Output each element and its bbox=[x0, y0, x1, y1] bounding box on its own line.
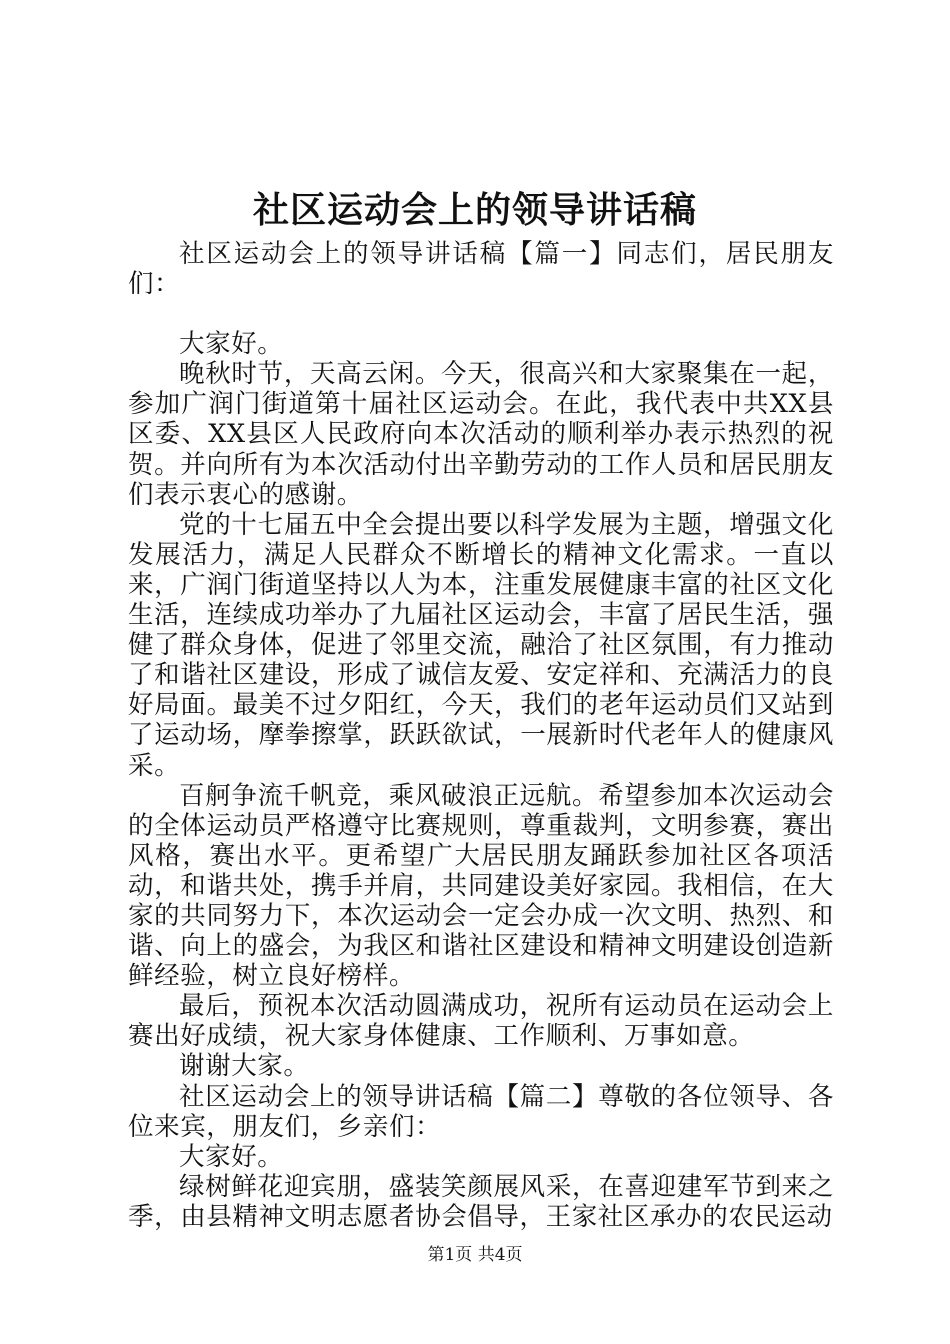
page-number: 第1页 共4页 bbox=[427, 1245, 523, 1265]
paragraph-opening: 晚秋时节，天高云闲。今天，很高兴和大家聚集在一起，参加广润门街道第十届社区运动会。在此，我代表中共XX县区委、XX县区人民政府向本次活动的顺利举办表示热烈的祝贺。并向所有为本次活动付出辛勤劳动的工作人员和居民朋友们表示衷心的感谢。 bbox=[128, 359, 834, 510]
paragraph-greeting-1: 大家好。 bbox=[179, 329, 284, 360]
document-body bbox=[128, 239, 834, 1232]
paragraph-intro-1: 社区运动会上的领导讲话稿【篇一】同志们，居民朋友们： bbox=[128, 239, 834, 300]
paragraph-wishes: 最后，预祝本次活动圆满成功，祝所有运动员在运动会上赛出好成绩，祝大家身体健康、工作顺利、万事如意。 bbox=[128, 991, 834, 1052]
paragraph-intro-2: 社区运动会上的领导讲话稿【篇二】尊敬的各位领导、各位来宾，朋友们，乡亲们： bbox=[128, 1081, 834, 1142]
page-title: 社区运动会上的领导讲话稿 bbox=[252, 189, 697, 231]
paragraph-greeting-2: 大家好。 bbox=[179, 1141, 284, 1172]
paragraph-achievements: 党的十七届五中全会提出要以科学发展为主题，增强文化发展活力，满足人民群众不断增长的精神文化需求。一直以来，广润门街道坚持以人为本，注重发展健康丰富的社区文化生活，连续成功举办了九届社区运动会，丰富了居民生活，强健了群众身体，促进了邻里交流，融洽了社区氛围，有力推动了和谐社区建设，形成了诚信友爱、安定祥和、充满活力的良好局面。最美不过夕阳红，今天，我们的老年运动员们又站到了运动场，摩拳擦掌，跃跃欲试，一展新时代老年人的健康风采。 bbox=[128, 509, 834, 781]
paragraph-hopes: 百舸争流千帆竞，乘风破浪正远航。希望参加本次运动会的全体运动员严格遵守比赛规则，尊重裁判，文明参赛，赛出风格，赛出水平。更希望广大居民朋友踊跃参加社区各项活动，和谐共处，携手并肩，共同建设美好家园。我相信，在大家的共同努力下，本次运动会一定会办成一次文明、热烈、和谐、向上的盛会，为我区和谐社区建设和精神文明建设创造新鲜经验，树立良好榜样。 bbox=[128, 780, 834, 992]
paragraph-thanks: 谢谢大家。 bbox=[179, 1051, 310, 1082]
paragraph-opening-2: 绿树鲜花迎宾朋，盛装笑颜展风采，在喜迎建军节到来之季，由县精神文明志愿者协会倡导，王家社区承办的农民运动 bbox=[128, 1171, 834, 1232]
